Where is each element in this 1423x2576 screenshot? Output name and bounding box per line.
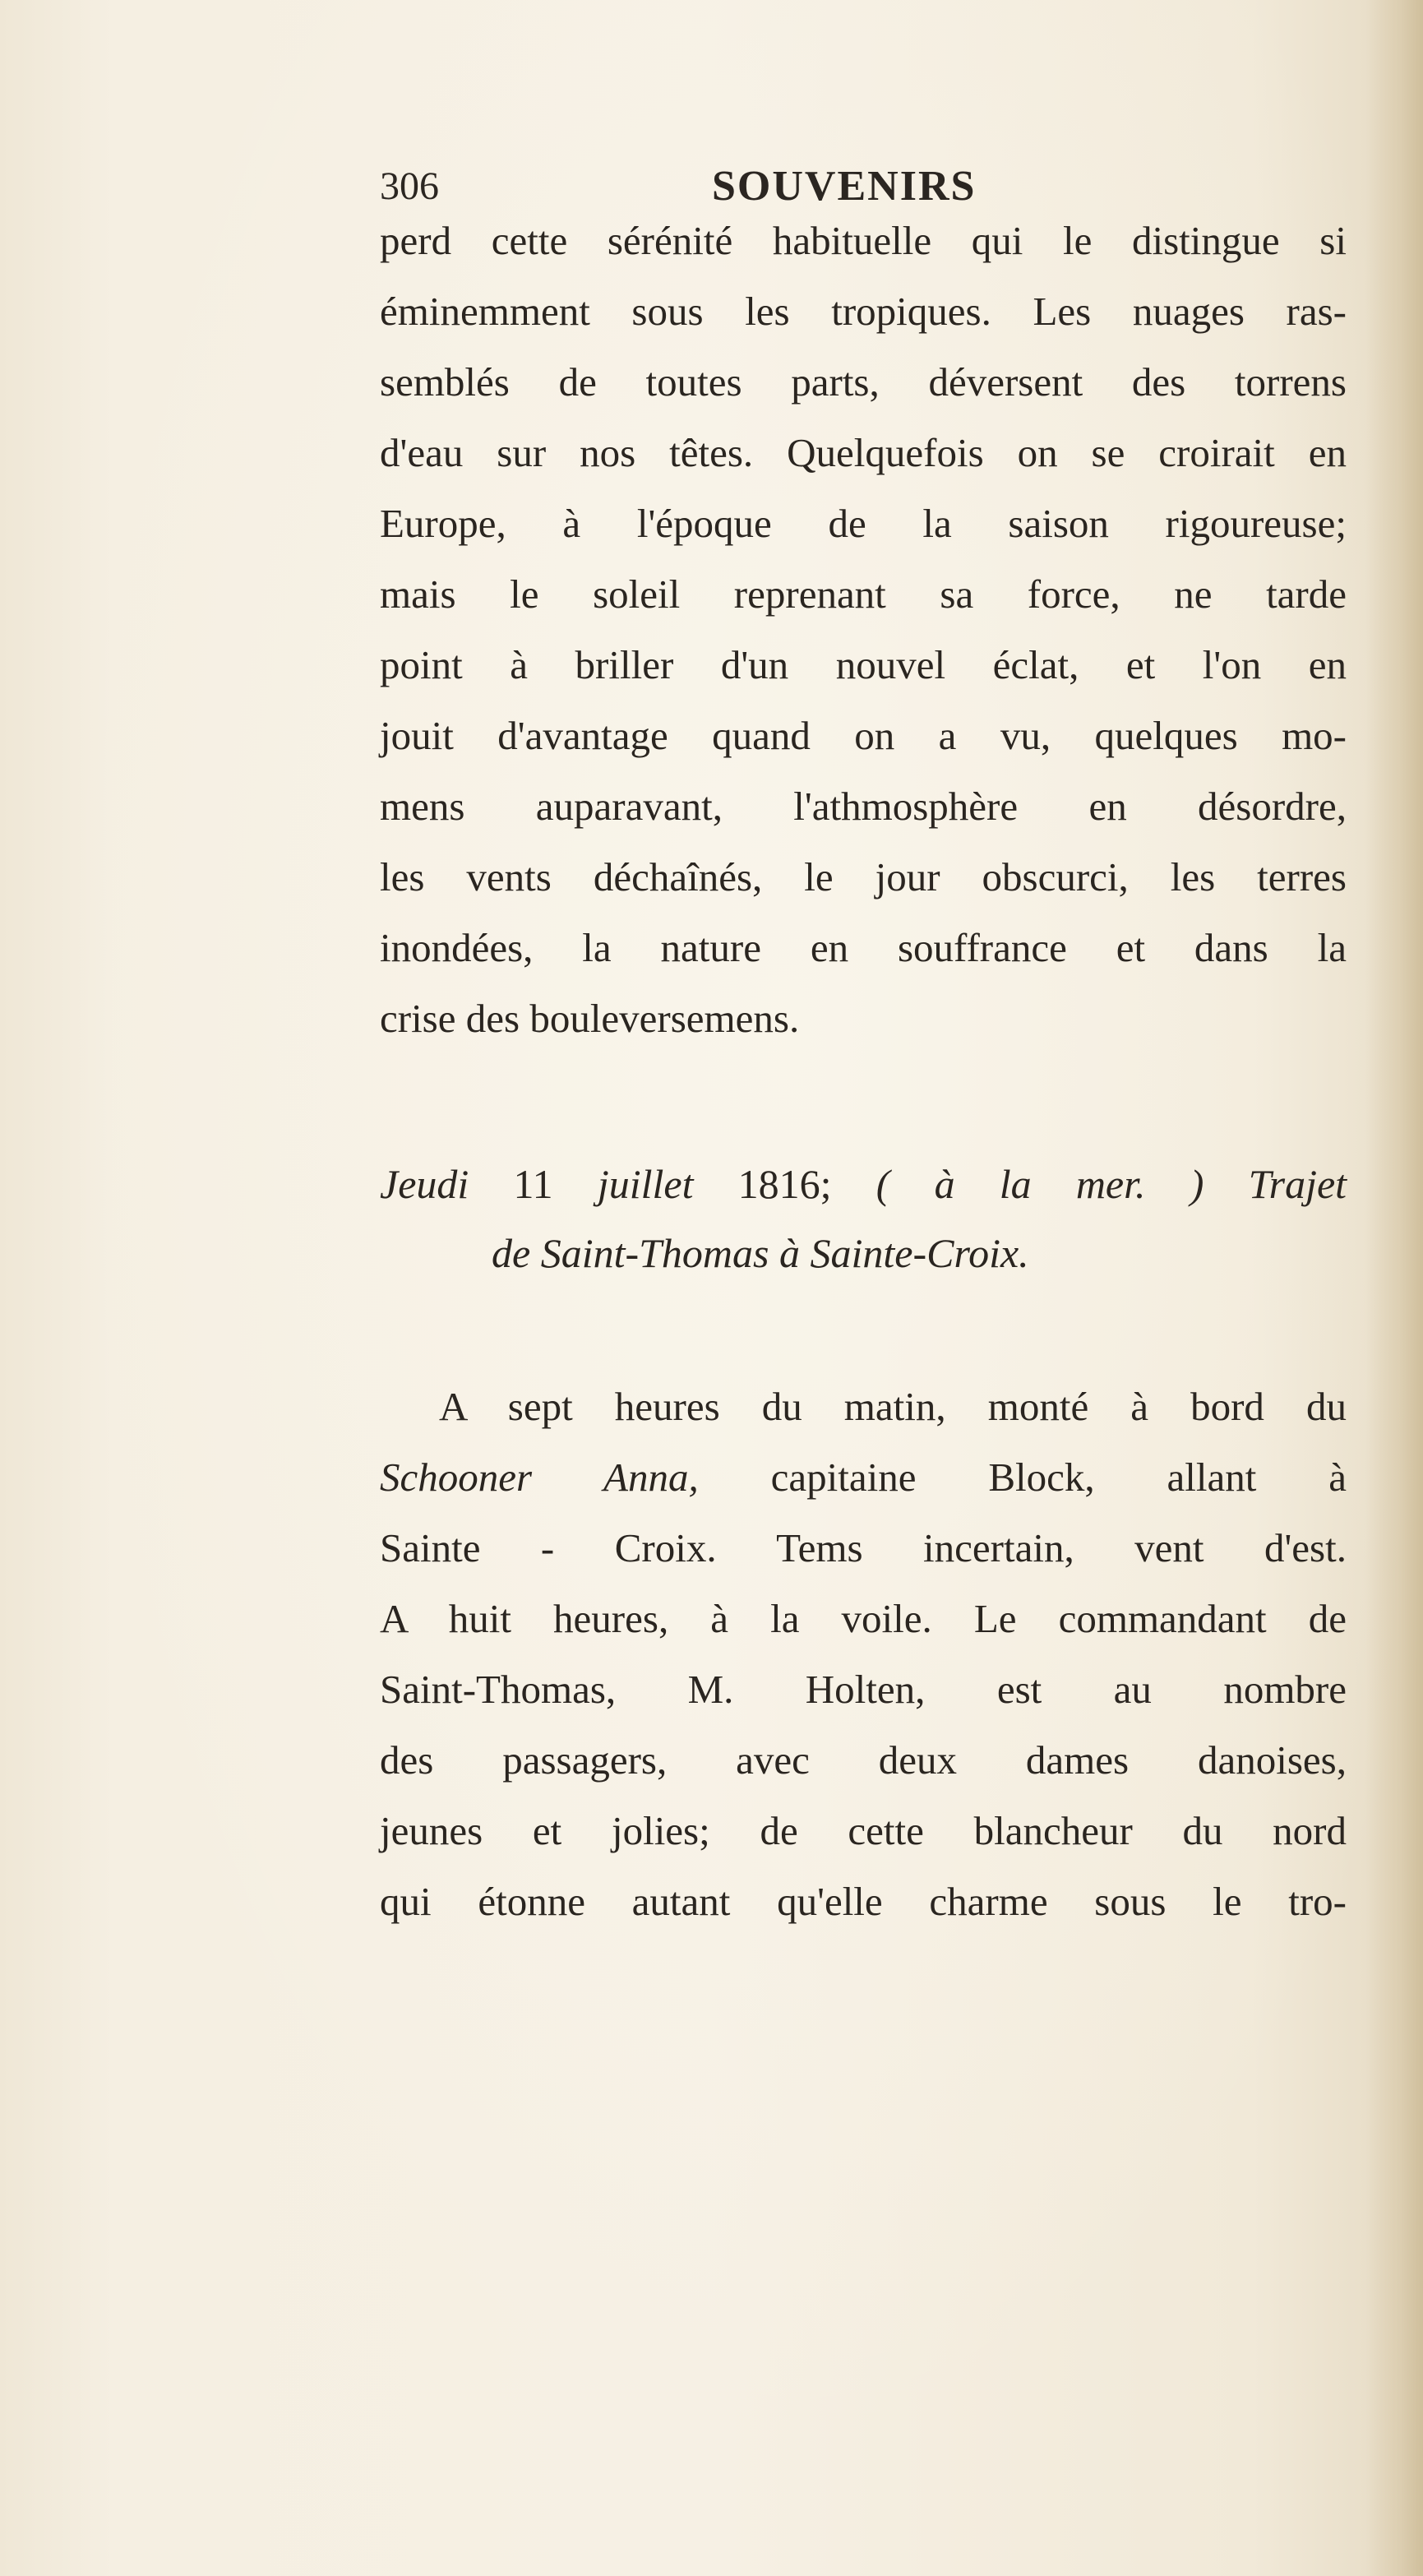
heading-month: juillet: [597, 1161, 694, 1207]
text-line: les vents déchaînés, le jour obscurci, les terres: [380, 854, 1347, 900]
entry-heading: [380, 1151, 1347, 1291]
text-line: A huit heures, à la voile. Le commandant de: [380, 1596, 1347, 1641]
text-line: crise des bouleversemens.: [380, 996, 800, 1041]
text-line: semblés de toutes parts, déversent des torrens: [380, 359, 1347, 405]
text-line: mais le soleil reprenant sa force, ne tarde: [380, 571, 1347, 617]
heading-day: Jeudi: [380, 1161, 469, 1207]
heading-day-number: 11: [513, 1161, 553, 1207]
ship-name: Schooner Anna,: [380, 1454, 699, 1500]
text-line: Europe, à l'époque de la saison rigoureuse;: [380, 501, 1347, 546]
text-span: capitaine Block, allant à: [770, 1454, 1347, 1500]
page-edge-shadow: [1365, 0, 1423, 2576]
text-line: Saint-Thomas, M. Holten, est au nombre: [380, 1667, 1347, 1712]
entry-heading-line-2: de Saint-Thomas à Sainte-Croix.: [492, 1230, 1029, 1276]
heading-place: ( à la mer. ): [876, 1161, 1204, 1207]
text-line: [380, 1442, 1347, 1513]
text-line: inondées, la nature en souffrance et dans la: [380, 925, 1347, 970]
heading-trajet: Trajet: [1248, 1161, 1347, 1207]
text-line: jeunes et jolies; de cette blancheur du nord: [380, 1808, 1347, 1853]
text-line: Sainte - Croix. Tems incertain, vent d'est.: [380, 1525, 1347, 1570]
heading-year: 1816;: [737, 1161, 832, 1207]
page-number: 306: [380, 164, 439, 208]
text-line: jouit d'avantage quand on a vu, quelques mo-: [380, 713, 1347, 758]
text-line: éminemment sous les tropiques. Les nuages ras-: [380, 289, 1347, 334]
text-line: point à briller d'un nouvel éclat, et l'on en: [380, 642, 1347, 687]
text-line: A sept heures du matin, monté à bord du: [439, 1384, 1347, 1429]
text-line: perd cette sérénité habituelle qui le distingue si: [380, 218, 1347, 263]
running-title: SOUVENIRS: [712, 163, 977, 210]
entry-heading-line-1: [380, 1151, 1347, 1217]
text-line: mens auparavant, l'athmosphère en désordre,: [380, 784, 1347, 829]
text-line: des passagers, avec deux dames danoises,: [380, 1737, 1347, 1783]
text-line: d'eau sur nos têtes. Quelquefois on se croirait en: [380, 430, 1347, 475]
text-line: qui étonne autant qu'elle charme sous le tro-: [380, 1879, 1347, 1924]
